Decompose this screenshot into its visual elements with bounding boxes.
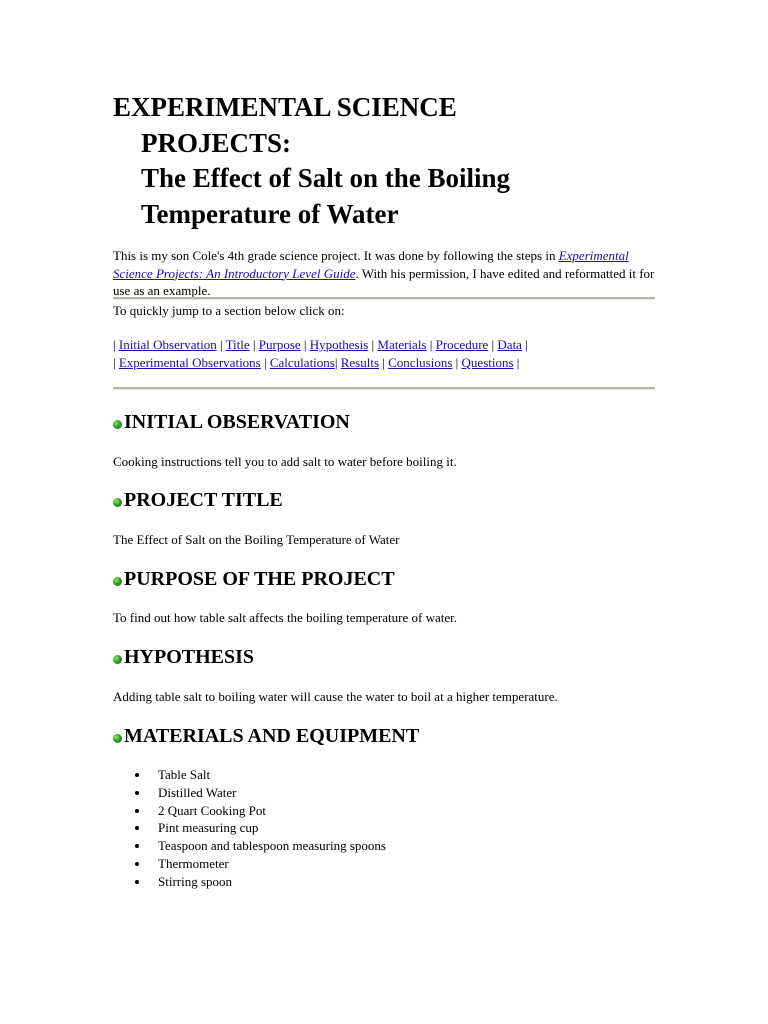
heading-purpose [113, 567, 395, 591]
green-bullet-icon [113, 577, 122, 586]
heading-materials [113, 724, 419, 748]
heading-text: PROJECT TITLE [124, 489, 283, 511]
list-item: Table Salt [158, 766, 386, 784]
nav-link-title[interactable]: Title [225, 337, 250, 352]
heading-text: MATERIALS AND EQUIPMENT [124, 725, 420, 747]
title-line-4: Temperature of Water [141, 198, 399, 229]
hypothesis-text: Adding table salt to boiling water will cause the water to boil at a higher temperature. [113, 689, 558, 704]
nav-link-materials[interactable]: Materials [377, 337, 427, 352]
jump-prompt: To quickly jump to a section below click on: [113, 303, 345, 318]
intro-text-after: . With his permission, I have edited and reformatted it for use as an example. [113, 265, 655, 298]
guide-link[interactable]: Experimental Science Projects: An Introductory Level Guide [113, 248, 629, 281]
materials-list [113, 766, 386, 891]
green-bullet-icon [113, 655, 122, 664]
list-item: Distilled Water [158, 784, 386, 802]
heading-project-title [113, 488, 283, 512]
green-bullet-icon [113, 420, 122, 429]
nav-link-hypothesis[interactable]: Hypothesis [309, 337, 369, 352]
title-line-3: The Effect of Salt on the Boiling [141, 163, 510, 193]
nav-link-conclusions[interactable]: Conclusions [388, 355, 453, 370]
divider-bottom [113, 387, 655, 390]
initial-observation-text: Cooking instructions tell you to add salt to water before boiling it. [113, 454, 457, 469]
nav-link-questions[interactable]: Questions [461, 355, 514, 370]
heading-initial-observation [113, 410, 350, 434]
purpose-text: To find out how table salt affects the boiling temperature of water. [113, 610, 457, 625]
title-line-2: PROJECTS: [141, 127, 292, 158]
nav-link-calculations[interactable]: Calculations [269, 355, 335, 370]
list-item: Thermometer [158, 855, 386, 873]
green-bullet-icon [113, 734, 122, 743]
nav-link-experimental-observations[interactable]: Experimental Observations [118, 355, 261, 370]
nav-row-2: | Experimental Observations | Calculations| Results | Conclusions | Questions | [113, 355, 520, 370]
green-bullet-icon [113, 498, 122, 507]
heading-hypothesis [113, 645, 254, 669]
divider-top [113, 297, 655, 300]
page-title [113, 90, 658, 232]
heading-text: INITIAL OBSERVATION [124, 411, 350, 433]
nav-link-initial-observation[interactable]: Initial Observation [118, 337, 217, 352]
intro-paragraph [113, 247, 658, 300]
heading-text: PURPOSE OF THE PROJECT [124, 568, 395, 590]
nav-link-results[interactable]: Results [340, 355, 380, 370]
list-item: Teaspoon and tablespoon measuring spoons [158, 838, 386, 854]
list-item: Stirring spoon [158, 873, 386, 891]
nav-link-procedure[interactable]: Procedure [435, 337, 489, 352]
intro-text-before: This is my son Cole's 4th grade science project. It was done by following the steps in [113, 248, 559, 263]
nav-link-purpose[interactable]: Purpose [258, 337, 301, 352]
heading-text: HYPOTHESIS [124, 646, 255, 668]
list-item: 2 Quart Cooking Pot [158, 802, 386, 820]
list-item: Pint measuring cup [158, 819, 386, 837]
title-line-1: EXPERIMENTAL SCIENCE [113, 92, 457, 122]
project-title-text: The Effect of Salt on the Boiling Temperature of Water [113, 532, 400, 547]
nav-link-data[interactable]: Data [497, 337, 522, 352]
nav-row-1: | Initial Observation | Title | Purpose | Hypothesis | Materials | Procedure | Data | [113, 337, 528, 352]
